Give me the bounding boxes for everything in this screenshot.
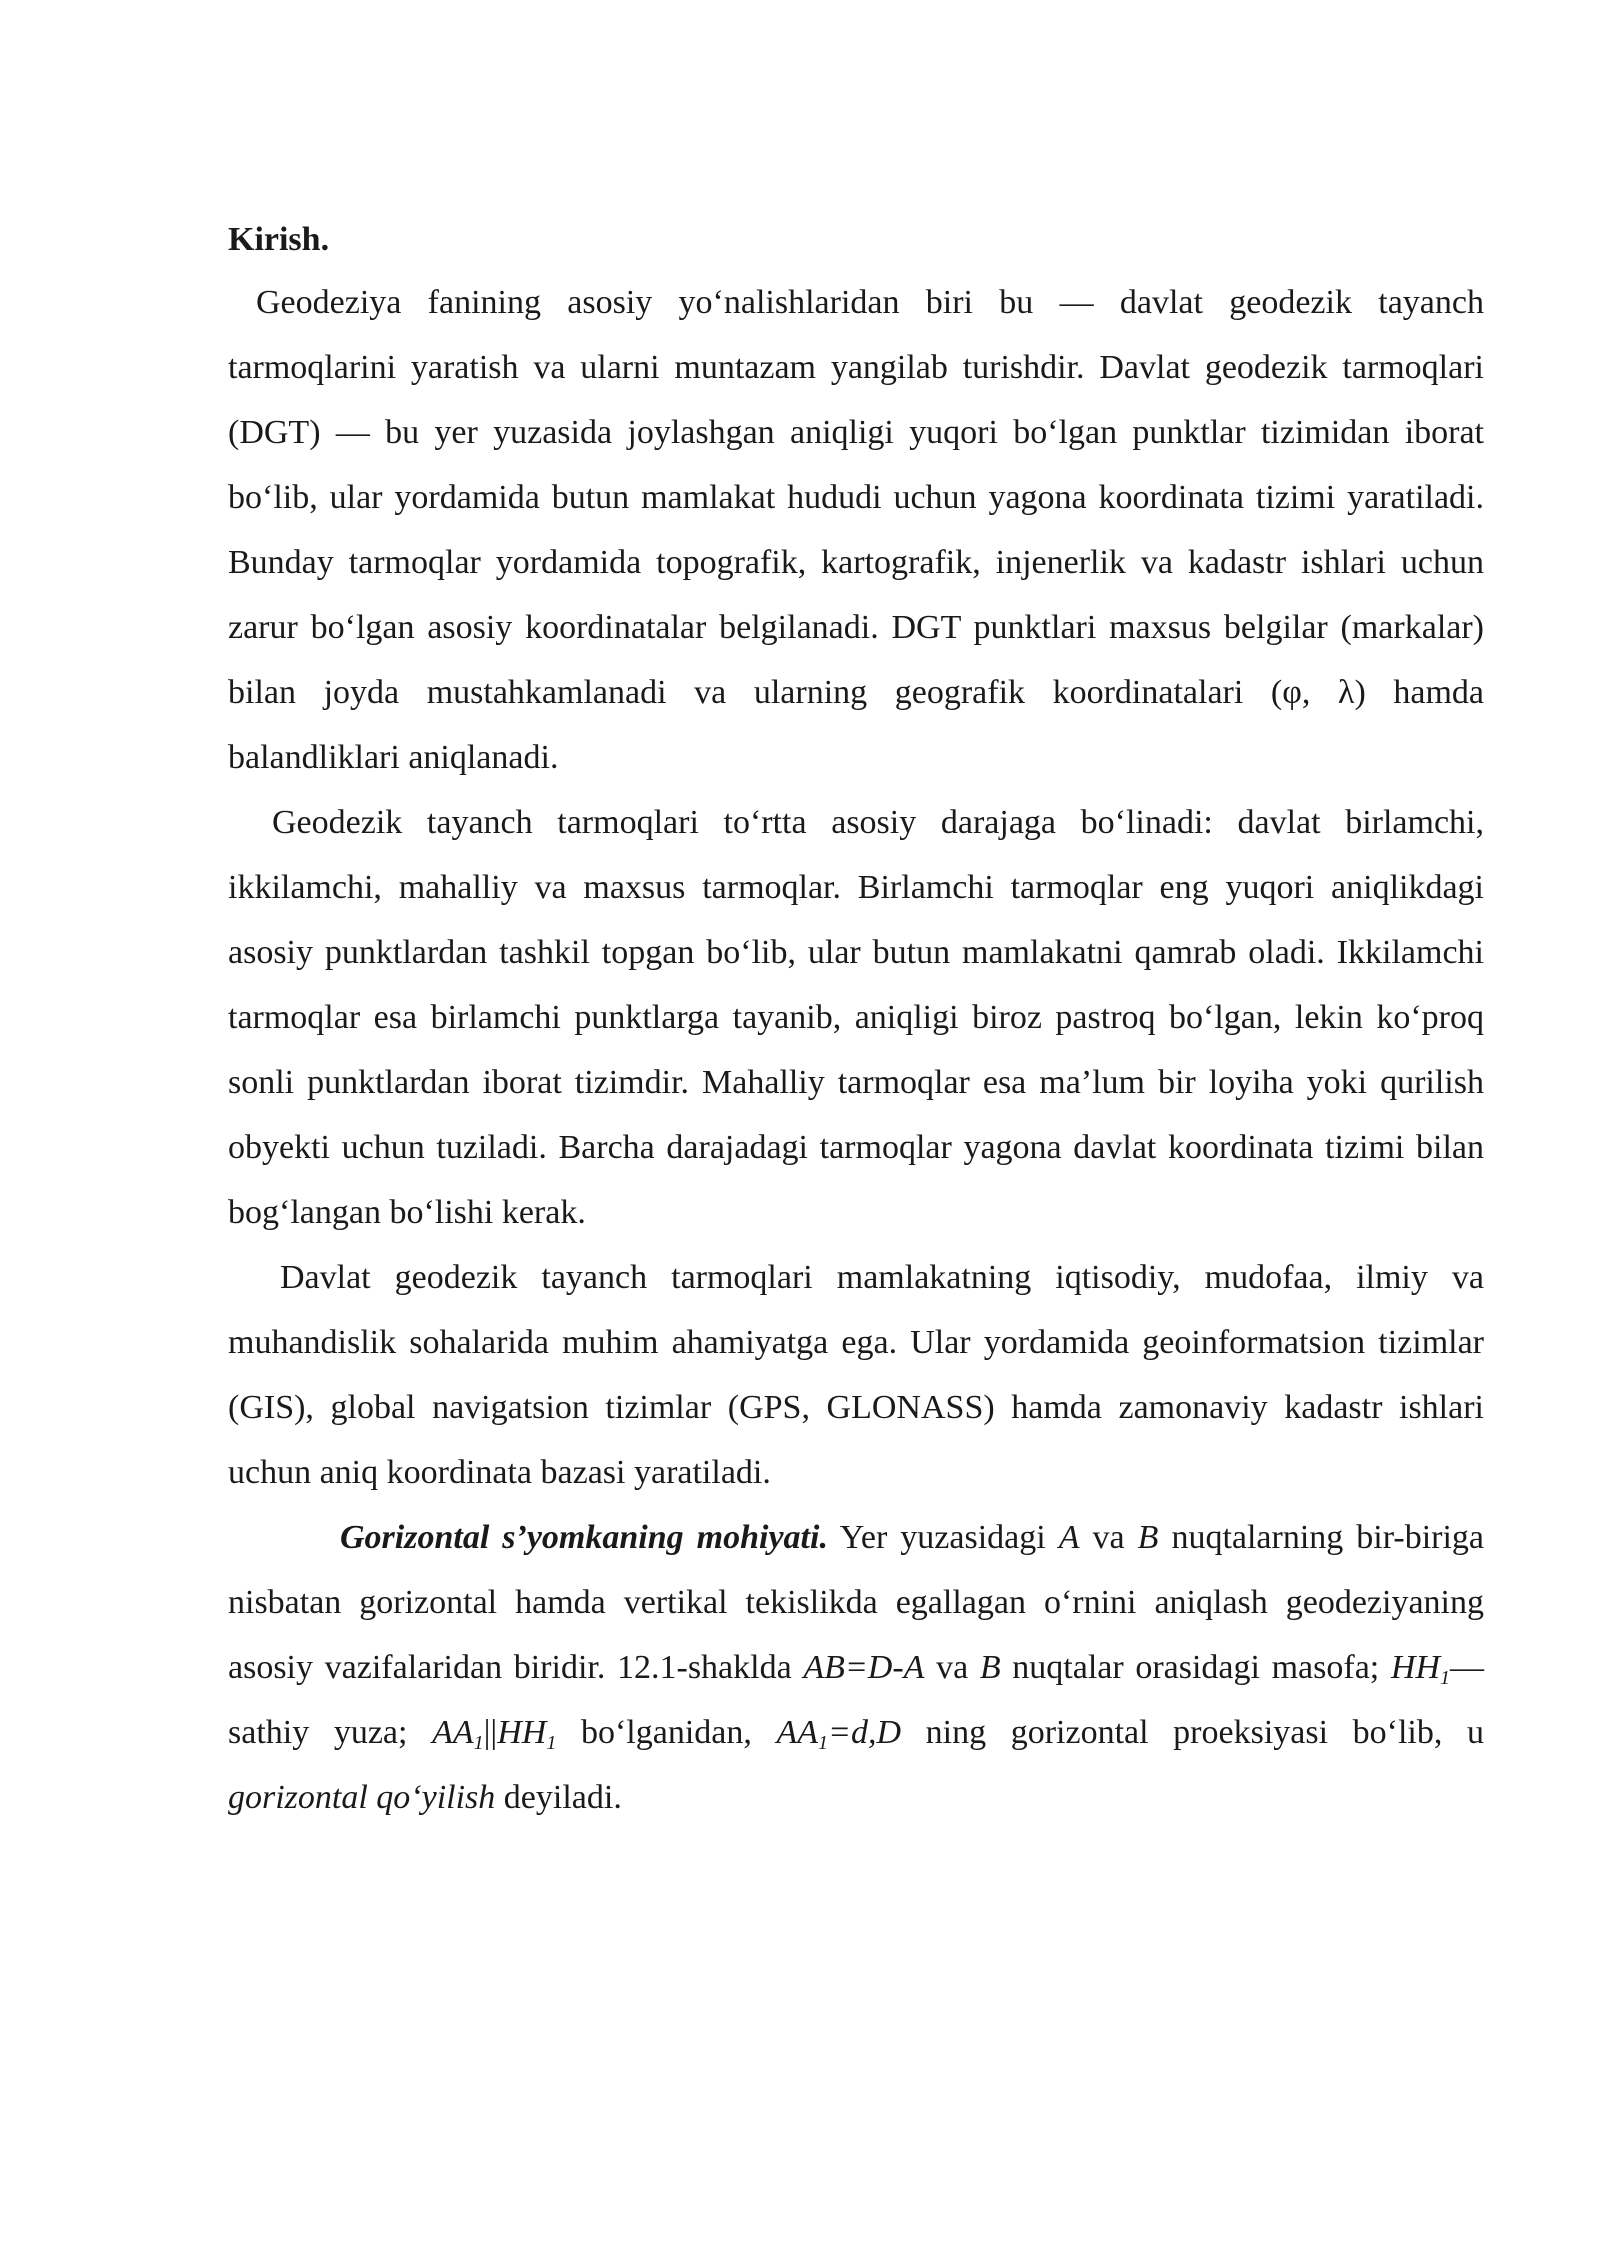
text-run: nuqtalar orasidagi masofa; (1000, 1649, 1391, 1686)
paragraph-importance: Davlat geodezik tayanch tarmoqlari mamlakatning iqtisodiy, mudofaa, ilmiy va muhandislik sohalarida muhim ahamiyatga ega. Ular yordamida geoinformatsion tizimlar (GIS), global navigatsion tizimlar (GPS, GLONASS) hamda zamonaviy kadastr ishlari uchun aniq koordinata bazasi yaratiladi. (228, 1259, 1484, 1491)
paragraph-horizontal-survey (228, 1505, 1484, 1830)
equation: =d,D (828, 1714, 902, 1751)
formula-aa-eq (776, 1714, 902, 1754)
document-body (228, 210, 1484, 1830)
term-gorizontal-qoyilish: gorizontal qo‘yilish (228, 1779, 496, 1816)
formula-hh (497, 1714, 557, 1754)
symbol-hh: HH (1390, 1649, 1441, 1686)
formula-hh (1390, 1649, 1451, 1689)
symbol-aa: AA (432, 1714, 474, 1751)
text-run: deyiladi. (495, 1779, 622, 1816)
subscript: 1 (1440, 1667, 1451, 1689)
text-run: bo‘lganidan, (556, 1714, 777, 1751)
point-b: B (1137, 1519, 1159, 1556)
subscript: 1 (546, 1732, 557, 1754)
paragraph-intro: Geodeziya fanining asosiy yo‘nalishlaridan biri bu — davlat geodezik tayanch tarmoqlarini yaratish va ularni muntazam yangilab turishdir. Davlat geodezik tarmoqlari (DGT) — bu yer yuzasida joylashgan aniqligi yuqori bo‘lgan punktlar tizimidan iborat bo‘lib, ular yordamida butun mamlakat hududi uchun yagona koordinata tizimi yaratiladi. Bunday tarmoqlar yordamida topografik, kartografik, injenerlik va kadastr ishlari uchun zarur bo‘lgan asosiy koordinatalar belgilanadi. DGT punktlari maxsus belgilar (markalar) bilan joyda mustahkamlanadi va ularning geografik koordinatalari (φ, λ) hamda balandliklari aniqlanadi. (228, 284, 1484, 776)
parallel-symbol: || (483, 1714, 498, 1751)
text-run: va (1079, 1519, 1138, 1556)
formula-ab: AB=D-A (803, 1649, 925, 1686)
subscript: 1 (818, 1732, 829, 1754)
point-a: A (1058, 1519, 1080, 1556)
symbol-aa: AA (776, 1714, 819, 1751)
subscript: 1 (473, 1732, 484, 1754)
formula-aa (432, 1714, 484, 1754)
subsection-title: Gorizontal s’yomkaning mohiyati. (340, 1519, 828, 1556)
text-run: nuqtalarning bir-biriga nisbatan gorizontal hamda vertikal tekislikda egallagan o‘rnini aniqlash geodeziyaning asosiy vazifalaridan biridir. 12.1-shaklda (228, 1519, 1485, 1686)
text-run: Yer yuzasidagi (827, 1519, 1059, 1556)
symbol-hh: HH (497, 1714, 547, 1751)
point-b: B (979, 1649, 1001, 1686)
section-heading: Kirish. (228, 221, 330, 258)
text-run: —sathiy yuza; (228, 1649, 1485, 1751)
text-run: va (924, 1649, 980, 1686)
paragraph-network-levels: Geodezik tayanch tarmoqlari to‘rtta asosiy darajaga bo‘linadi: davlat birlamchi, ikkilamchi, mahalliy va maxsus tarmoqlar. Birlamchi tarmoqlar eng yuqori aniqlikdagi asosiy punktlardan tashkil topgan bo‘lib, ular butun mamlakatni qamrab oladi. Ikkilamchi tarmoqlar esa birlamchi punktlarga tayanib, aniqligi biroz pastroq bo‘lgan, lekin ko‘proq sonli punktlardan iborat tizimdir. Mahalliy tarmoqlar esa ma’lum bir loyiha yoki qurilish obyekti uchun tuziladi. Barcha darajadagi tarmoqlar yagona davlat koordinata tizimi bilan bog‘langan bo‘lishi kerak. (228, 804, 1484, 1231)
text-run: ning gorizontal proeksiyasi bo‘lib, u (901, 1714, 1484, 1751)
